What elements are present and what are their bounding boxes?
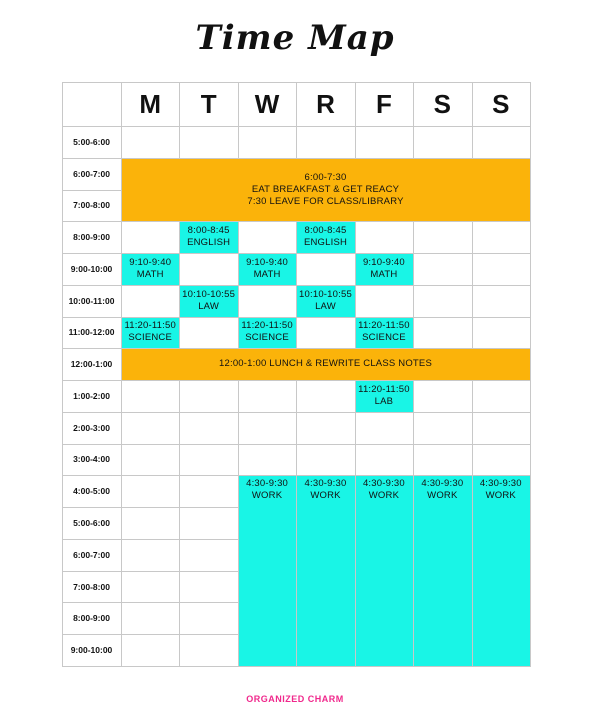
event-block[interactable] bbox=[413, 475, 471, 666]
grid-line bbox=[238, 444, 239, 477]
grid-line bbox=[121, 475, 122, 508]
event-text: 8:00-8:45 bbox=[187, 225, 230, 237]
grid-line bbox=[413, 380, 414, 413]
grid-line bbox=[179, 571, 180, 604]
event-block[interactable] bbox=[296, 475, 354, 666]
grid-line bbox=[355, 253, 414, 254]
grid-line bbox=[296, 444, 297, 477]
footer-brand: ORGANIZED CHARM bbox=[246, 694, 344, 704]
grid-line bbox=[472, 412, 531, 413]
grid-line bbox=[238, 666, 297, 667]
grid-line bbox=[238, 634, 239, 667]
grid-line bbox=[121, 253, 122, 286]
grid-line bbox=[413, 666, 472, 667]
grid-line bbox=[355, 412, 414, 413]
grid-line bbox=[121, 444, 180, 445]
grid-line bbox=[238, 285, 297, 286]
grid-line bbox=[179, 380, 180, 413]
grid-line bbox=[179, 285, 180, 318]
grid-line bbox=[296, 221, 297, 254]
grid-line bbox=[296, 126, 355, 127]
grid-line bbox=[296, 317, 355, 318]
grid-line bbox=[530, 412, 531, 445]
grid-line bbox=[296, 380, 355, 381]
day-header: T bbox=[200, 88, 217, 119]
grid-line bbox=[296, 285, 355, 286]
grid-line bbox=[121, 285, 180, 286]
grid-line bbox=[413, 475, 472, 476]
grid-line bbox=[121, 190, 122, 223]
event-block[interactable] bbox=[472, 475, 530, 666]
grid-line bbox=[530, 190, 531, 223]
event-text: 12:00-1:00 LUNCH & REWRITE CLASS NOTES bbox=[219, 358, 432, 370]
grid-line bbox=[296, 634, 297, 667]
event-text: MATH bbox=[370, 268, 398, 280]
grid-line bbox=[296, 475, 355, 476]
event-text: SCIENCE bbox=[128, 332, 173, 344]
grid-line bbox=[238, 475, 239, 508]
grid-line bbox=[472, 221, 473, 254]
event-text: MATH bbox=[253, 268, 281, 280]
grid-line bbox=[179, 221, 180, 254]
time-label: 9:00-10:00 bbox=[70, 645, 113, 656]
event-block[interactable] bbox=[238, 253, 296, 285]
event-text: WORK bbox=[368, 490, 400, 502]
event-text: 10:10-10:55 bbox=[182, 288, 236, 300]
event-text: 9:10-9:40 bbox=[129, 256, 172, 268]
grid-line bbox=[355, 444, 356, 477]
grid-line bbox=[413, 158, 472, 159]
grid-line bbox=[121, 539, 180, 540]
grid-line bbox=[530, 475, 531, 508]
grid-line bbox=[179, 666, 238, 667]
grid-line bbox=[355, 444, 414, 445]
grid-line bbox=[472, 412, 473, 445]
event-block[interactable] bbox=[121, 348, 530, 380]
grid-line bbox=[179, 412, 238, 413]
grid-line bbox=[413, 602, 414, 635]
grid-line bbox=[121, 634, 180, 635]
grid-line bbox=[530, 158, 531, 191]
grid-line bbox=[179, 571, 238, 572]
grid-line bbox=[296, 380, 297, 413]
grid-line bbox=[413, 412, 472, 413]
grid-line bbox=[179, 253, 238, 254]
time-label: 6:00-7:00 bbox=[73, 549, 110, 560]
grid-line bbox=[121, 634, 122, 667]
grid-line bbox=[355, 317, 414, 318]
time-label: 7:00-8:00 bbox=[73, 581, 110, 592]
grid-line bbox=[179, 285, 238, 286]
grid-line bbox=[296, 158, 355, 159]
grid-line bbox=[472, 475, 473, 508]
grid-line bbox=[530, 507, 531, 540]
grid-line bbox=[121, 539, 122, 572]
grid-line bbox=[530, 444, 531, 477]
grid-line bbox=[413, 126, 472, 127]
grid-line bbox=[179, 634, 180, 667]
grid-line bbox=[121, 412, 122, 445]
grid-line bbox=[179, 634, 238, 635]
event-block[interactable] bbox=[179, 221, 237, 253]
event-block[interactable] bbox=[355, 475, 413, 666]
event-text: 11:20-11:50 bbox=[241, 320, 293, 332]
grid-line bbox=[413, 444, 414, 477]
grid-line bbox=[413, 571, 414, 604]
grid-line bbox=[179, 602, 180, 635]
grid-line bbox=[472, 221, 531, 222]
grid-line bbox=[238, 348, 297, 349]
grid-line bbox=[355, 126, 414, 127]
grid-line bbox=[121, 158, 122, 191]
time-label: 2:00-3:00 bbox=[73, 422, 110, 433]
grid-line bbox=[238, 253, 297, 254]
grid-line bbox=[238, 317, 297, 318]
event-text: 8:00-8:45 bbox=[304, 225, 347, 237]
grid-line bbox=[530, 82, 531, 127]
grid-line bbox=[355, 221, 414, 222]
grid-line bbox=[413, 317, 414, 350]
grid-line bbox=[530, 571, 531, 604]
grid-line bbox=[238, 317, 239, 350]
grid-line bbox=[296, 285, 297, 318]
grid-line bbox=[121, 221, 180, 222]
grid-line bbox=[472, 634, 473, 667]
grid-line bbox=[355, 507, 356, 540]
grid-line bbox=[121, 348, 122, 381]
grid-line bbox=[530, 253, 531, 286]
grid-line bbox=[413, 253, 414, 286]
event-block[interactable] bbox=[121, 317, 179, 349]
grid-line bbox=[238, 221, 239, 254]
grid-line bbox=[121, 126, 180, 127]
grid-line bbox=[296, 126, 297, 159]
grid-line bbox=[238, 475, 297, 476]
grid-line bbox=[179, 507, 180, 540]
time-label: 8:00-9:00 bbox=[73, 232, 110, 243]
grid-line bbox=[413, 221, 472, 222]
grid-line bbox=[121, 475, 180, 476]
day-header: F bbox=[375, 88, 392, 119]
grid-line bbox=[238, 221, 297, 222]
grid-line bbox=[355, 380, 414, 381]
grid-line bbox=[472, 666, 531, 667]
grid-line bbox=[472, 444, 531, 445]
grid-line bbox=[413, 444, 472, 445]
grid-line bbox=[121, 666, 180, 667]
event-text: 6:00-7:30 bbox=[304, 171, 347, 183]
grid-line bbox=[238, 507, 239, 540]
event-text: 4:30-9:30 bbox=[421, 478, 464, 490]
grid-line bbox=[179, 602, 238, 603]
grid-line bbox=[238, 571, 239, 604]
grid-line bbox=[355, 602, 356, 635]
event-text: EAT BREAKFAST & GET REACY bbox=[251, 183, 400, 195]
grid-line bbox=[179, 348, 238, 349]
grid-line bbox=[413, 126, 414, 159]
grid-line bbox=[355, 666, 414, 667]
grid-line bbox=[413, 507, 414, 540]
event-text: 10:10-10:55 bbox=[299, 288, 352, 300]
day-header: R bbox=[316, 88, 335, 119]
grid-line bbox=[121, 602, 122, 635]
grid-line bbox=[413, 380, 472, 381]
time-label: 9:00-10:00 bbox=[70, 263, 113, 274]
grid-line bbox=[472, 602, 473, 635]
day-header: W bbox=[254, 88, 280, 119]
grid-line bbox=[179, 158, 238, 159]
grid-line bbox=[355, 126, 356, 159]
event-text: SCIENCE bbox=[245, 332, 289, 344]
event-text: 7:30 LEAVE FOR CLASS/LIBRARY bbox=[247, 195, 404, 207]
event-block[interactable] bbox=[121, 253, 179, 285]
grid-line bbox=[413, 634, 414, 667]
event-block[interactable] bbox=[296, 285, 354, 317]
grid-line bbox=[296, 221, 355, 222]
grid-line bbox=[179, 475, 180, 508]
event-text: 4:30-9:30 bbox=[246, 478, 289, 490]
grid-line bbox=[296, 253, 355, 254]
grid-line bbox=[121, 571, 180, 572]
grid-line bbox=[355, 253, 356, 286]
day-header: S bbox=[492, 88, 510, 119]
grid-line bbox=[296, 539, 297, 572]
grid-line bbox=[121, 507, 180, 508]
time-label: 6:00-7:00 bbox=[73, 168, 110, 179]
time-label: 4:00-5:00 bbox=[73, 486, 110, 497]
grid-line bbox=[179, 539, 238, 540]
grid-line bbox=[413, 539, 414, 572]
grid-line bbox=[121, 444, 122, 477]
grid-line bbox=[413, 412, 414, 445]
grid-line bbox=[121, 380, 122, 413]
grid-line bbox=[296, 253, 297, 286]
grid-line bbox=[355, 158, 414, 159]
grid-line bbox=[179, 444, 238, 445]
event-text: 9:10-9:40 bbox=[362, 256, 405, 268]
grid-line bbox=[179, 317, 238, 318]
grid-line bbox=[179, 380, 238, 381]
grid-line bbox=[530, 380, 531, 413]
grid-line bbox=[355, 539, 356, 572]
grid-line bbox=[121, 571, 122, 604]
event-block[interactable] bbox=[355, 380, 413, 412]
event-text: WORK bbox=[251, 490, 283, 502]
grid-line bbox=[355, 380, 356, 413]
grid-line bbox=[121, 285, 122, 318]
time-label: 5:00-6:00 bbox=[73, 136, 110, 147]
time-label: 8:00-9:00 bbox=[73, 613, 110, 624]
time-label: 5:00-6:00 bbox=[73, 517, 110, 528]
time-map-grid bbox=[62, 82, 530, 666]
event-text: 11:20-11:50 bbox=[124, 320, 176, 332]
event-text: 11:20-11:50 bbox=[358, 320, 410, 332]
grid-line bbox=[355, 285, 356, 318]
grid-line bbox=[62, 82, 63, 127]
grid-line bbox=[296, 444, 355, 445]
time-label: 3:00-4:00 bbox=[73, 454, 110, 465]
grid-line bbox=[355, 317, 356, 350]
grid-line bbox=[530, 221, 531, 254]
grid-line bbox=[179, 475, 238, 476]
grid-line bbox=[472, 126, 531, 127]
grid-line bbox=[472, 317, 531, 318]
event-text: WORK bbox=[485, 490, 516, 502]
event-text: 11:20-11:50 bbox=[358, 383, 410, 395]
grid-line bbox=[472, 253, 531, 254]
grid-line bbox=[62, 666, 122, 667]
grid-line bbox=[413, 253, 472, 254]
grid-line bbox=[296, 602, 297, 635]
grid-line bbox=[121, 380, 180, 381]
grid-line bbox=[472, 571, 473, 604]
event-text: LAB bbox=[374, 395, 394, 407]
grid-line bbox=[238, 539, 239, 572]
grid-line bbox=[472, 285, 531, 286]
grid-line bbox=[530, 285, 531, 318]
time-label: 12:00-1:00 bbox=[70, 359, 113, 370]
event-text: 4:30-9:30 bbox=[362, 478, 405, 490]
day-header: M bbox=[139, 88, 162, 119]
grid-line bbox=[472, 380, 473, 413]
grid-line bbox=[238, 444, 297, 445]
event-text: 4:30-9:30 bbox=[304, 478, 347, 490]
page-title: Time Map bbox=[195, 18, 395, 58]
grid-line bbox=[296, 412, 355, 413]
grid-line bbox=[472, 348, 531, 349]
grid-line bbox=[413, 221, 414, 254]
grid-line bbox=[413, 285, 472, 286]
grid-line bbox=[238, 412, 239, 445]
grid-line bbox=[121, 158, 180, 159]
grid-line bbox=[179, 221, 238, 222]
grid-line bbox=[413, 475, 414, 508]
grid-line bbox=[472, 380, 531, 381]
event-text: LAW bbox=[315, 300, 336, 312]
grid-line bbox=[238, 253, 239, 286]
grid-line bbox=[472, 253, 473, 286]
grid-line bbox=[296, 412, 297, 445]
grid-line bbox=[413, 317, 472, 318]
event-text: WORK bbox=[310, 490, 341, 502]
time-label: 11:00-12:00 bbox=[68, 327, 115, 338]
grid-line bbox=[530, 348, 531, 381]
grid-line bbox=[296, 571, 297, 604]
event-text: ENGLISH bbox=[187, 237, 231, 249]
grid-line bbox=[472, 444, 473, 477]
event-block[interactable] bbox=[179, 285, 237, 317]
grid-line bbox=[179, 412, 180, 445]
event-text: 9:10-9:40 bbox=[246, 256, 289, 268]
grid-line bbox=[296, 666, 355, 667]
grid-line bbox=[238, 380, 297, 381]
grid-line bbox=[179, 317, 180, 350]
event-text: LAW bbox=[198, 300, 220, 312]
grid-line bbox=[355, 571, 356, 604]
grid-line bbox=[238, 412, 297, 413]
grid-line bbox=[472, 539, 473, 572]
grid-line bbox=[530, 634, 531, 667]
grid-line bbox=[296, 507, 297, 540]
time-label: 10:00-11:00 bbox=[68, 295, 115, 306]
grid-line bbox=[355, 285, 414, 286]
grid-line bbox=[121, 348, 180, 349]
grid-line bbox=[179, 126, 180, 159]
grid-line bbox=[530, 539, 531, 572]
grid-line bbox=[355, 412, 356, 445]
grid-line bbox=[472, 317, 473, 350]
grid-line bbox=[413, 348, 472, 349]
grid-line bbox=[530, 126, 531, 159]
event-text: SCIENCE bbox=[362, 332, 406, 344]
day-header: S bbox=[433, 88, 452, 119]
grid-line bbox=[121, 126, 122, 159]
grid-line bbox=[238, 126, 239, 159]
grid-line bbox=[121, 221, 122, 254]
grid-line bbox=[472, 126, 473, 159]
grid-line bbox=[238, 158, 297, 159]
event-block[interactable] bbox=[238, 317, 296, 349]
grid-line bbox=[121, 412, 180, 413]
event-text: ENGLISH bbox=[303, 237, 348, 249]
grid-line bbox=[179, 507, 238, 508]
grid-line bbox=[121, 602, 180, 603]
grid-line bbox=[121, 317, 122, 350]
grid-line bbox=[238, 285, 239, 318]
grid-line bbox=[413, 285, 414, 318]
grid-line bbox=[296, 475, 297, 508]
grid-line bbox=[355, 221, 356, 254]
grid-line bbox=[355, 475, 356, 508]
time-label: 1:00-2:00 bbox=[73, 390, 110, 401]
grid-line bbox=[355, 348, 414, 349]
grid-line bbox=[121, 253, 180, 254]
grid-line bbox=[472, 285, 473, 318]
grid-line bbox=[355, 634, 356, 667]
grid-line bbox=[472, 507, 473, 540]
grid-line bbox=[472, 475, 531, 476]
event-block[interactable] bbox=[355, 317, 413, 349]
time-label: 7:00-8:00 bbox=[73, 200, 110, 211]
grid-line bbox=[472, 158, 531, 159]
grid-line bbox=[238, 602, 239, 635]
grid-line bbox=[296, 348, 355, 349]
grid-line bbox=[62, 82, 122, 83]
event-text: MATH bbox=[136, 268, 164, 280]
grid-line bbox=[179, 253, 180, 286]
grid-line bbox=[530, 317, 531, 350]
grid-line bbox=[296, 317, 297, 350]
grid-line bbox=[179, 126, 238, 127]
event-block[interactable] bbox=[296, 221, 354, 253]
grid-line bbox=[179, 444, 180, 477]
event-block[interactable] bbox=[355, 253, 413, 285]
event-text: 4:30-9:30 bbox=[479, 478, 522, 490]
grid-line bbox=[355, 475, 414, 476]
grid-line bbox=[238, 380, 239, 413]
event-block[interactable] bbox=[121, 158, 530, 222]
grid-line bbox=[530, 602, 531, 635]
grid-line bbox=[121, 317, 180, 318]
grid-line bbox=[238, 126, 297, 127]
grid-line bbox=[179, 539, 180, 572]
event-block[interactable] bbox=[238, 475, 296, 666]
grid-line bbox=[121, 507, 122, 540]
event-text: WORK bbox=[427, 490, 458, 502]
